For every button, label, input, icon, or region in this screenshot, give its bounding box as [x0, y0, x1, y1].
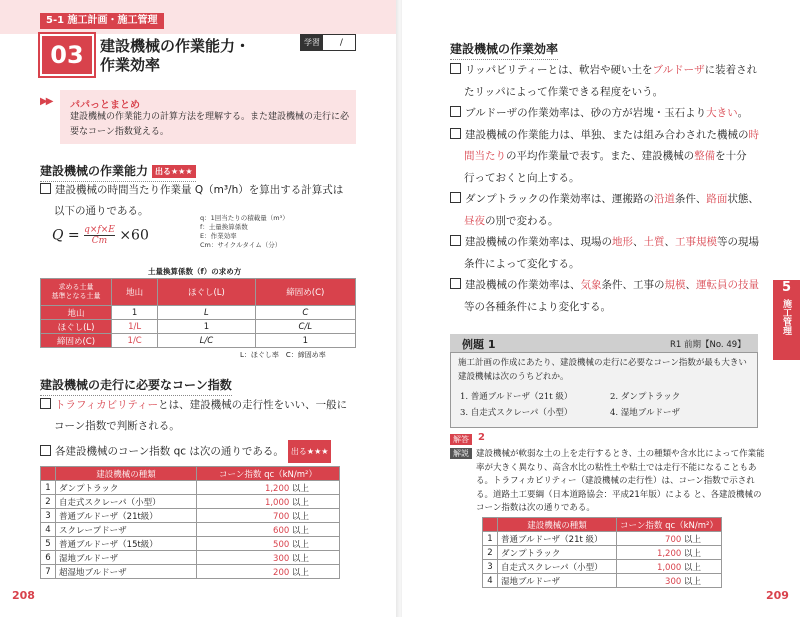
row-no: 2: [483, 546, 498, 560]
body-text: 状態、: [727, 193, 759, 205]
machine-name: 普通ブルドーザ（21t 級）: [498, 532, 617, 546]
cone-unit: 以上: [683, 576, 701, 587]
checkbox-icon[interactable]: [450, 235, 461, 246]
table1-caption: 土量換算係数（f）の求め方: [148, 267, 242, 276]
study-label: 学習: [301, 35, 323, 50]
table-row: [483, 532, 722, 546]
machine-name: 湿地ブルドーザ: [498, 574, 617, 588]
option-1: 1. 普通ブルドーザ（21t 級）: [460, 392, 573, 402]
row-no: 3: [41, 509, 56, 523]
row-no: 1: [41, 481, 56, 495]
table-row: [41, 565, 340, 579]
efficiency-line: [464, 211, 559, 232]
body-text: ブルドーザの作業効率は、砂の方が岩塊・玉石より: [465, 107, 707, 119]
body-text: 、: [633, 236, 644, 248]
heading-cone: 建設機械の走行に必要なコーン指数: [40, 376, 232, 396]
efficiency-line: [464, 254, 580, 275]
table-row: [41, 523, 340, 537]
machine-name: 自走式スクレーパ（小型）: [56, 495, 197, 509]
summary-text: 建設機械の作業能力の計算方法を理解する。また建設機械の走行に必要なコーン指数覚える。: [70, 112, 350, 137]
body-text: たリッパによって作業できる程度をいう。: [464, 85, 664, 98]
legend-item: E：作業効率: [200, 232, 237, 240]
efficiency-line: [450, 189, 759, 210]
machine-name: 湿地ブルドーザ: [56, 551, 197, 565]
emphasis-text: 土質: [643, 236, 665, 248]
cone-value: 1,000: [656, 562, 682, 573]
body-text: 建設機械の作業効率は、: [465, 279, 581, 291]
machine-name: スクレープドーザ: [56, 523, 197, 537]
cone-unit: 以上: [683, 562, 701, 573]
checkbox-icon[interactable]: [40, 398, 51, 409]
row-header: 締固め(C): [41, 334, 112, 348]
cone-value: 1,200: [264, 483, 290, 494]
emphasis-text: 運転員の技量: [696, 279, 759, 291]
table-cell: 1/L: [112, 320, 158, 334]
page-title: [100, 37, 250, 75]
answer-tag: 解答: [450, 434, 472, 445]
conversion-table: [40, 278, 356, 348]
section-label: 5-1 施工計画・施工管理: [40, 13, 164, 29]
table-row: [41, 481, 340, 495]
frequency-badge: 出る★★★: [152, 165, 196, 178]
efficiency-line: [450, 103, 748, 124]
body-text: リッパビリティーとは、軟岩や硬い土を: [465, 64, 653, 76]
table-cell: 1: [255, 334, 355, 348]
body-text: 等の各種条件により変化する。: [464, 300, 611, 313]
body-text: 条件、工事の: [601, 279, 665, 291]
checkbox-icon[interactable]: [450, 63, 461, 74]
checkbox-icon[interactable]: [450, 128, 461, 139]
study-checkbox[interactable]: [300, 34, 356, 51]
row-header: 地山: [41, 306, 112, 320]
table-row: [41, 551, 340, 565]
table-cell: 1: [158, 320, 255, 334]
table-row: [483, 574, 722, 588]
cone-line-1: [40, 395, 347, 416]
body-text: 、: [685, 279, 696, 291]
title-line-1: 建設機械の作業能力・: [100, 37, 251, 55]
cone-value: 300: [273, 553, 290, 564]
emphasis-text: 沿道: [653, 193, 675, 205]
explanation-tag: 解説: [450, 448, 472, 459]
formula-lhs: Q =: [52, 227, 80, 244]
table3-header-no: [483, 518, 498, 532]
chapter-name: 施工管理: [781, 299, 791, 335]
emphasis-text: 間当たり: [464, 150, 506, 162]
body-text: 行っておくと向上する。: [464, 171, 580, 184]
formula-rhs: ×60: [119, 227, 149, 244]
formula-fraction: [84, 225, 115, 246]
body-text: 、: [664, 236, 675, 248]
body-text: に装着され: [704, 64, 758, 76]
formula-numerator: q×f×E: [84, 225, 115, 235]
efficiency-line: [450, 60, 757, 81]
capacity-text-1: 建設機械の時間当たり作業量 Q（m³/h）を算出する計算式は: [55, 184, 344, 196]
emphasis-text: 大きい: [706, 107, 738, 119]
table-cell: C/L: [255, 320, 355, 334]
legend-item: q：1回当たりの積載量（m³）: [200, 214, 289, 222]
heading-capacity: [40, 162, 196, 182]
table2-header: コーン指数 qc（kN/m²）: [197, 467, 340, 481]
emphasis-text: 規模: [664, 279, 686, 291]
frequency-badge: 出る★★★: [288, 440, 332, 463]
row-no: 3: [483, 560, 498, 574]
cone-value: 500: [273, 539, 290, 550]
table-row: [41, 537, 340, 551]
page-number-right: 209: [766, 589, 789, 602]
explanation-text: 建設機械が軟弱な土の上を走行するとき、土の種類や含水比によって作業能率が大きく異なり、高含水比の粘性土や粘土では走行不能になることもある。トラフィカビリティー（建設機械の走行性）は、コーン指数で示される。道路土工要綱（日本道路協会：平成21年版）による と、各建設機械のコーン指数は次の通りである。: [476, 449, 765, 513]
table2-header: 建設機械の種類: [56, 467, 197, 481]
emphasis-text: 路面: [706, 193, 728, 205]
summary-title: パパっとまとめ: [70, 100, 140, 111]
table1-note: L：ほぐし率 C：締固め率: [240, 351, 326, 359]
table3-header: コーン指数 qc（kN/m²）: [617, 518, 722, 532]
cone-unit: 以上: [291, 511, 309, 522]
checkbox-icon[interactable]: [450, 278, 461, 289]
chapter-tab: [773, 280, 800, 360]
checkbox-icon[interactable]: [40, 445, 51, 456]
option-3: 3. 自走式スクレーパ（小型）: [460, 408, 573, 418]
table1-header: 地山: [112, 279, 158, 306]
checkbox-icon[interactable]: [40, 183, 51, 194]
efficiency-line: [464, 146, 747, 167]
row-no: 4: [483, 574, 498, 588]
body-text: 建設機械の作業能力は、単独、または組み合わされた機械の: [465, 128, 749, 141]
cone-index-table: [40, 466, 340, 579]
cone-text-3: 各建設機械のコーン指数 qc は次の通りである。: [55, 445, 284, 458]
cone-unit: 以上: [291, 567, 309, 578]
row-no: 6: [41, 551, 56, 565]
emphasis-text: 昼夜: [464, 214, 485, 227]
efficiency-line: [464, 82, 663, 103]
cone-value: 700: [273, 511, 290, 522]
row-no: 5: [41, 537, 56, 551]
emphasis-text: ブルドーザ: [652, 64, 705, 76]
cone-value: 200: [273, 567, 290, 578]
table3-header: 建設機械の種類: [498, 518, 617, 532]
corner-top: 求める土量: [58, 283, 94, 291]
cone-term: トラフィカビリティー: [55, 399, 159, 411]
table1-header: 締固め(C): [255, 279, 355, 306]
machine-name: ダンプトラック: [56, 481, 197, 495]
option-2: 2. ダンプトラック: [610, 392, 681, 402]
emphasis-text: 地形: [612, 236, 633, 248]
answer-cone-table: [482, 517, 722, 588]
emphasis-text: 工事規模: [675, 236, 717, 248]
cone-value: 700: [665, 534, 682, 545]
table-cell: 1/C: [112, 334, 158, 348]
row-no: 7: [41, 565, 56, 579]
machine-name: 自走式スクレーパ（小型）: [498, 560, 617, 574]
cone-unit: 以上: [683, 548, 701, 559]
cone-unit: 以上: [291, 553, 309, 564]
body-text: 建設機械の作業効率は、現場の: [465, 236, 612, 248]
row-no: 1: [483, 532, 498, 546]
body-text: 。: [737, 107, 749, 119]
efficiency-line: [464, 297, 611, 318]
checkbox-icon[interactable]: [450, 192, 461, 203]
cone-value: 300: [665, 576, 682, 587]
row-no: 2: [41, 495, 56, 509]
cone-value: 600: [273, 525, 290, 536]
machine-name: 普通ブルドーザ（21t級）: [56, 509, 197, 523]
cone-unit: 以上: [683, 534, 701, 545]
cone-line-2: コーン指数で判断される。: [54, 420, 180, 432]
left-page: [0, 0, 398, 617]
table-row: [41, 334, 356, 348]
table-row: [483, 560, 722, 574]
body-text: 条件、: [674, 193, 707, 205]
table1-header: ほぐし(L): [158, 279, 255, 306]
table-cell: 1: [112, 306, 158, 320]
efficiency-line: [450, 275, 759, 296]
efficiency-line: [450, 125, 759, 146]
legend-item: f：土量換算係数: [200, 223, 248, 231]
emphasis-text: 整備: [694, 150, 716, 162]
machine-name: ダンプトラック: [498, 546, 617, 560]
cone-unit: 以上: [291, 497, 309, 508]
example-label: 例題 1: [462, 338, 496, 351]
body-text: ダンプトラックの作業効率は、運搬路の: [465, 193, 654, 205]
machine-name: 普通ブルドーザ（15t級）: [56, 537, 197, 551]
table-row: [41, 320, 356, 334]
checkbox-icon[interactable]: [450, 106, 461, 117]
formula-legend: [200, 214, 289, 250]
heading-efficiency: 建設機械の作業効率: [450, 40, 558, 60]
table-row: [41, 495, 340, 509]
cone-value: 1,200: [656, 548, 682, 559]
cone-unit: 以上: [291, 539, 309, 550]
table-cell: L: [158, 306, 255, 320]
row-no: 4: [41, 523, 56, 537]
body-text: の別で変わる。: [485, 214, 559, 227]
cone-value: 1,000: [264, 497, 290, 508]
formula-denominator: Cm: [91, 236, 108, 246]
table-row: [41, 306, 356, 320]
row-header: ほぐし(L): [41, 320, 112, 334]
example-source: R1 前期【No. 49】: [670, 340, 746, 350]
capacity-line-1: [40, 180, 343, 201]
table-cell: C: [255, 306, 355, 320]
efficiency-line: [450, 232, 759, 253]
table2-header-no: [41, 467, 56, 481]
body-text: を十分: [715, 150, 747, 162]
study-slash: /: [339, 38, 343, 48]
body-text: 等の現場: [717, 236, 759, 248]
answer-value: 2: [478, 432, 485, 443]
corner-bottom: 基準となる土量: [51, 292, 101, 300]
machine-name: 超湿地ブルドーザ: [56, 565, 197, 579]
heading-capacity-text: 建設機械の作業能力: [40, 164, 149, 178]
efficiency-line: [464, 168, 580, 189]
cone-unit: 以上: [291, 525, 309, 536]
body-text: の平均作業量で表す。また、建設機械の: [506, 150, 695, 162]
table-row: [41, 509, 340, 523]
emphasis-text: 時: [748, 128, 759, 141]
cone-text-1: とは、建設機械の走行性をいい、一般に: [158, 399, 348, 411]
lesson-number: 03: [40, 34, 94, 76]
cone-unit: 以上: [291, 483, 309, 494]
page-number-left: 208: [12, 589, 35, 602]
cone-line-3: [40, 440, 331, 463]
option-4: 4. 湿地ブルドーザ: [610, 408, 680, 418]
table-cell: L/C: [158, 334, 255, 348]
table-row: [483, 546, 722, 560]
body-text: 条件によって変化する。: [464, 257, 580, 270]
table1-corner: [41, 279, 112, 306]
double-arrow-icon: ▶▶: [40, 96, 52, 107]
emphasis-text: 気象: [580, 279, 602, 291]
capacity-line-2: 以下の通りである。: [54, 205, 149, 217]
formula: [52, 225, 149, 246]
question-text: 施工計画の作成にあたり、建設機械の走行に必要なコーン指数が最も大きい建設機械は次のうちどれか。: [458, 358, 747, 382]
chapter-number: 5: [781, 280, 792, 295]
legend-item: Cm：サイクルタイム（分）: [200, 241, 282, 249]
title-line-2: 作業効率: [100, 56, 161, 74]
